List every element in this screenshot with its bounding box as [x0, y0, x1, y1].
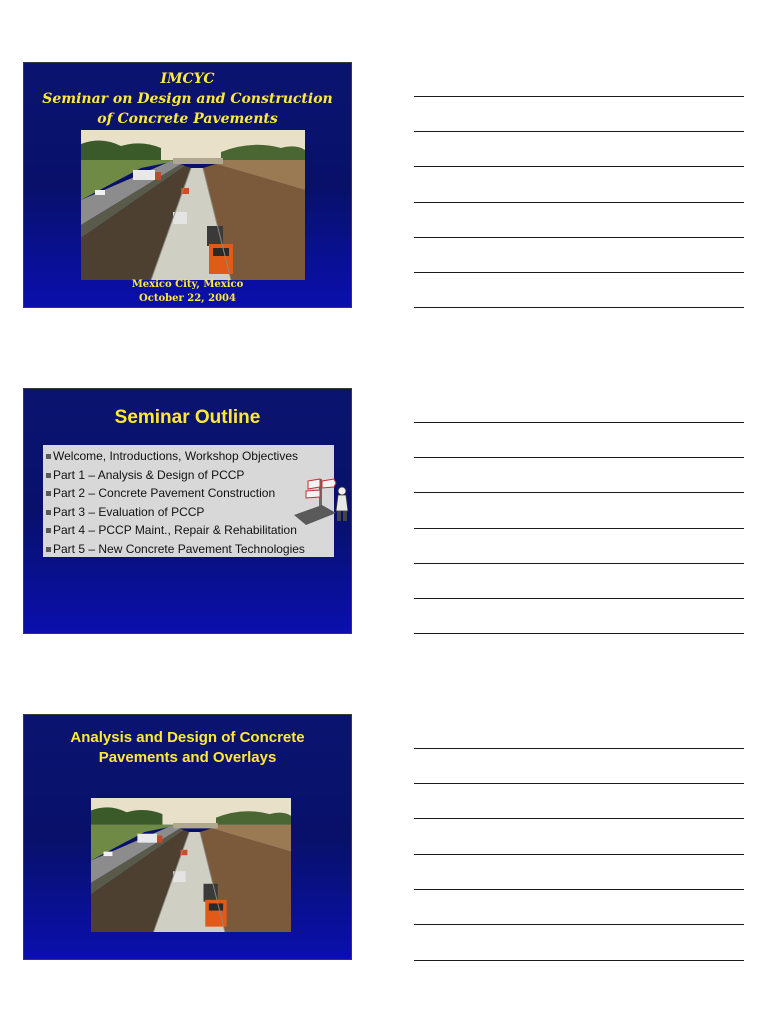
note-line: [414, 237, 744, 238]
note-line: [414, 166, 744, 167]
note-line: [414, 924, 744, 925]
slide-date: October 22, 2004: [139, 293, 236, 304]
title-slide: [23, 62, 352, 308]
section-slide: [23, 714, 352, 960]
note-line: [414, 307, 744, 308]
slide-location: Mexico City, Mexico: [131, 279, 244, 290]
note-line: [414, 854, 744, 855]
outline-item: Part 2 – Concrete Pavement Construction: [45, 484, 334, 503]
slide-title-line: IMCYC: [160, 71, 215, 87]
note-line: [414, 96, 744, 97]
slide-title-line: Analysis and Design of Concrete: [70, 729, 305, 746]
outline-box: [43, 445, 334, 557]
note-line: [414, 422, 744, 423]
note-line: [414, 272, 744, 273]
slide-title-line: Seminar on Design and Construction: [42, 91, 333, 107]
note-line: [414, 783, 744, 784]
highway-construction-photo: [81, 130, 305, 280]
signpost-icon: [292, 475, 352, 529]
note-line: [414, 633, 744, 634]
slide-title-line: Pavements and Overlays: [98, 749, 277, 766]
note-line: [414, 748, 744, 749]
slide-title-line: of Concrete Pavements: [97, 111, 278, 127]
outline-item: Part 4 – PCCP Maint., Repair & Rehabilitation: [45, 521, 334, 540]
note-line: [414, 598, 744, 599]
outline-item: Part 1 – Analysis & Design of PCCP: [45, 466, 334, 485]
note-line: [414, 563, 744, 564]
note-line: [414, 528, 744, 529]
outline-slide: [23, 388, 352, 634]
outline-item: Part 5 – New Concrete Pavement Technologies: [45, 540, 334, 559]
note-line: [414, 202, 744, 203]
note-line: [414, 889, 744, 890]
note-line: [414, 960, 744, 961]
outline-item: Part 3 – Evaluation of PCCP: [45, 503, 334, 522]
note-line: [414, 457, 744, 458]
outline-item: Welcome, Introductions, Workshop Objectives: [45, 447, 334, 466]
note-line: [414, 818, 744, 819]
slide-title: Seminar Outline: [114, 407, 261, 428]
highway-construction-photo: [91, 798, 291, 932]
note-line: [414, 492, 744, 493]
note-line: [414, 131, 744, 132]
outline-list: [43, 445, 334, 558]
